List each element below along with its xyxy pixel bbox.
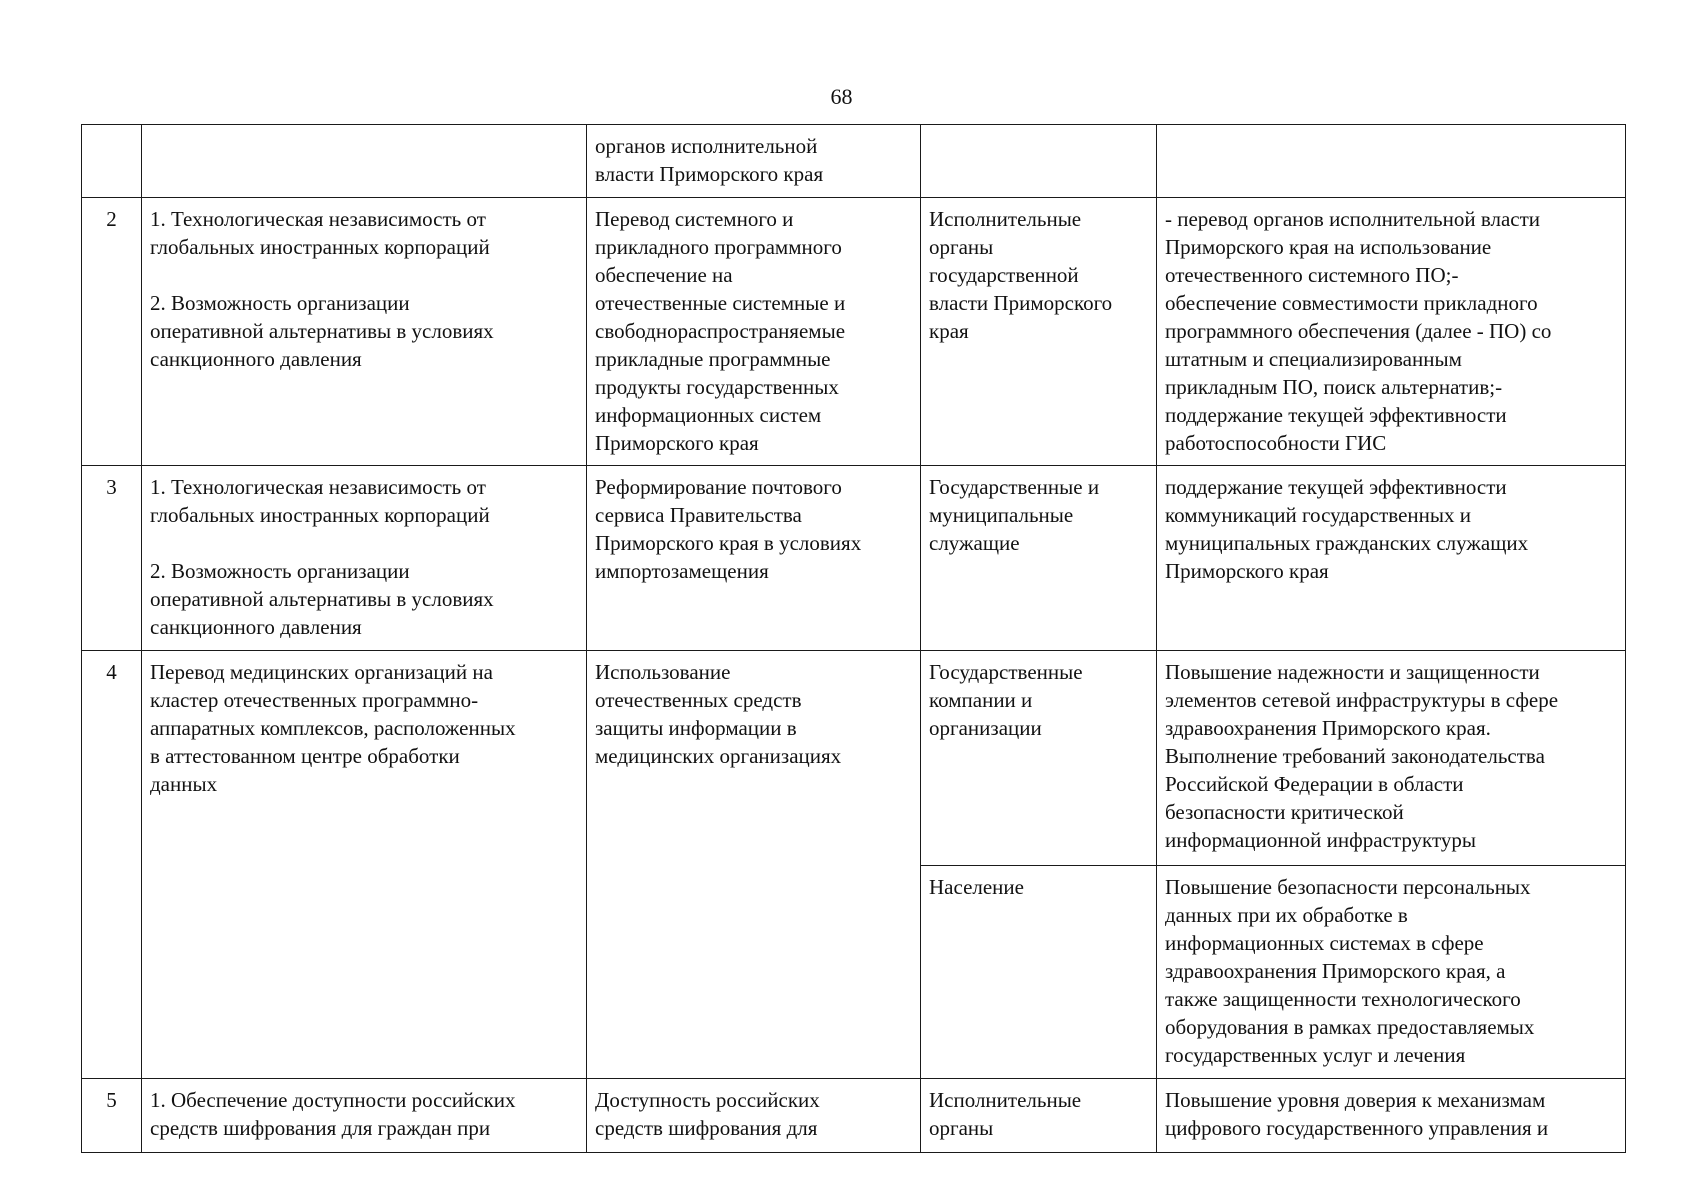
table-row <box>82 466 1626 651</box>
measures-table <box>81 124 1626 1153</box>
effect-cell: Повышение безопасности персональных данных при их обработке в информационных системах в сфере здравоохранения Приморского края, а также защищенности технологического оборудования в рамках предоставляемых государственных услуг и лечения <box>1157 866 1626 1079</box>
effect-cell: - перевод органов исполнительной власти Приморского края на использование отечественного системного ПО;- обеспечение совместимости прикладного программного обеспечения (далее - ПО) со штатным и специализированным прикладным ПО, поиск альтернатив;- поддержание текущей эффективности работоспособности ГИС <box>1157 198 1626 466</box>
table-row <box>82 125 1626 198</box>
effect-cell: Повышение уровня доверия к механизмам цифрового государственного управления и <box>1157 1079 1626 1153</box>
measure-cell: органов исполнительной власти Приморского края <box>587 125 921 198</box>
table-row <box>82 198 1626 466</box>
target-group-cell: Исполнительные органы государственной власти Приморского края <box>921 198 1157 466</box>
row-number-cell: 4 <box>82 651 142 1079</box>
row-number-cell: 2 <box>82 198 142 466</box>
table-row <box>82 651 1626 866</box>
row-number-cell: 5 <box>82 1079 142 1153</box>
table-row <box>82 1079 1626 1153</box>
target-group-cell: Население <box>921 866 1157 1079</box>
goal-cell: 1. Обеспечение доступности российских средств шифрования для граждан при <box>142 1079 587 1153</box>
goal-cell <box>142 125 587 198</box>
target-group-cell: Государственные компании и организации <box>921 651 1157 866</box>
target-group-cell <box>921 125 1157 198</box>
row-number-cell <box>82 125 142 198</box>
target-group-cell: Государственные и муниципальные служащие <box>921 466 1157 651</box>
measure-cell: Использование отечественных средств защиты информации в медицинских организациях <box>587 651 921 1079</box>
row-number-cell: 3 <box>82 466 142 651</box>
measure-cell: Перевод системного и прикладного программного обеспечение на отечественные системные и свободнораспространяемые прикладные программные продукты государственных информационных систем Приморского края <box>587 198 921 466</box>
page-number: 68 <box>830 84 853 109</box>
goal-cell: Перевод медицинских организаций на кластер отечественных программно- аппаратных комплексов, расположенных в аттестованном центре обработки данных <box>142 651 587 1079</box>
measure-cell: Реформирование почтового сервиса Правительства Приморского края в условиях импортозамещения <box>587 466 921 651</box>
effect-cell: Повышение надежности и защищенности элементов сетевой инфраструктуры в сфере здравоохранения Приморского края. Выполнение требований законодательства Российской Федерации в области безопасности критической информационной инфраструктуры <box>1157 651 1626 866</box>
measure-cell: Доступность российских средств шифрования для <box>587 1079 921 1153</box>
goal-cell: 1. Технологическая независимость от глобальных иностранных корпораций 2. Возможность организации оперативной альтернативы в условиях санкционного давления <box>142 466 587 651</box>
goal-cell: 1. Технологическая независимость от глобальных иностранных корпораций 2. Возможность организации оперативной альтернативы в условиях санкционного давления <box>142 198 587 466</box>
target-group-cell: Исполнительные органы <box>921 1079 1157 1153</box>
effect-cell <box>1157 125 1626 198</box>
effect-cell: поддержание текущей эффективности коммуникаций государственных и муниципальных гражданских служащих Приморского края <box>1157 466 1626 651</box>
